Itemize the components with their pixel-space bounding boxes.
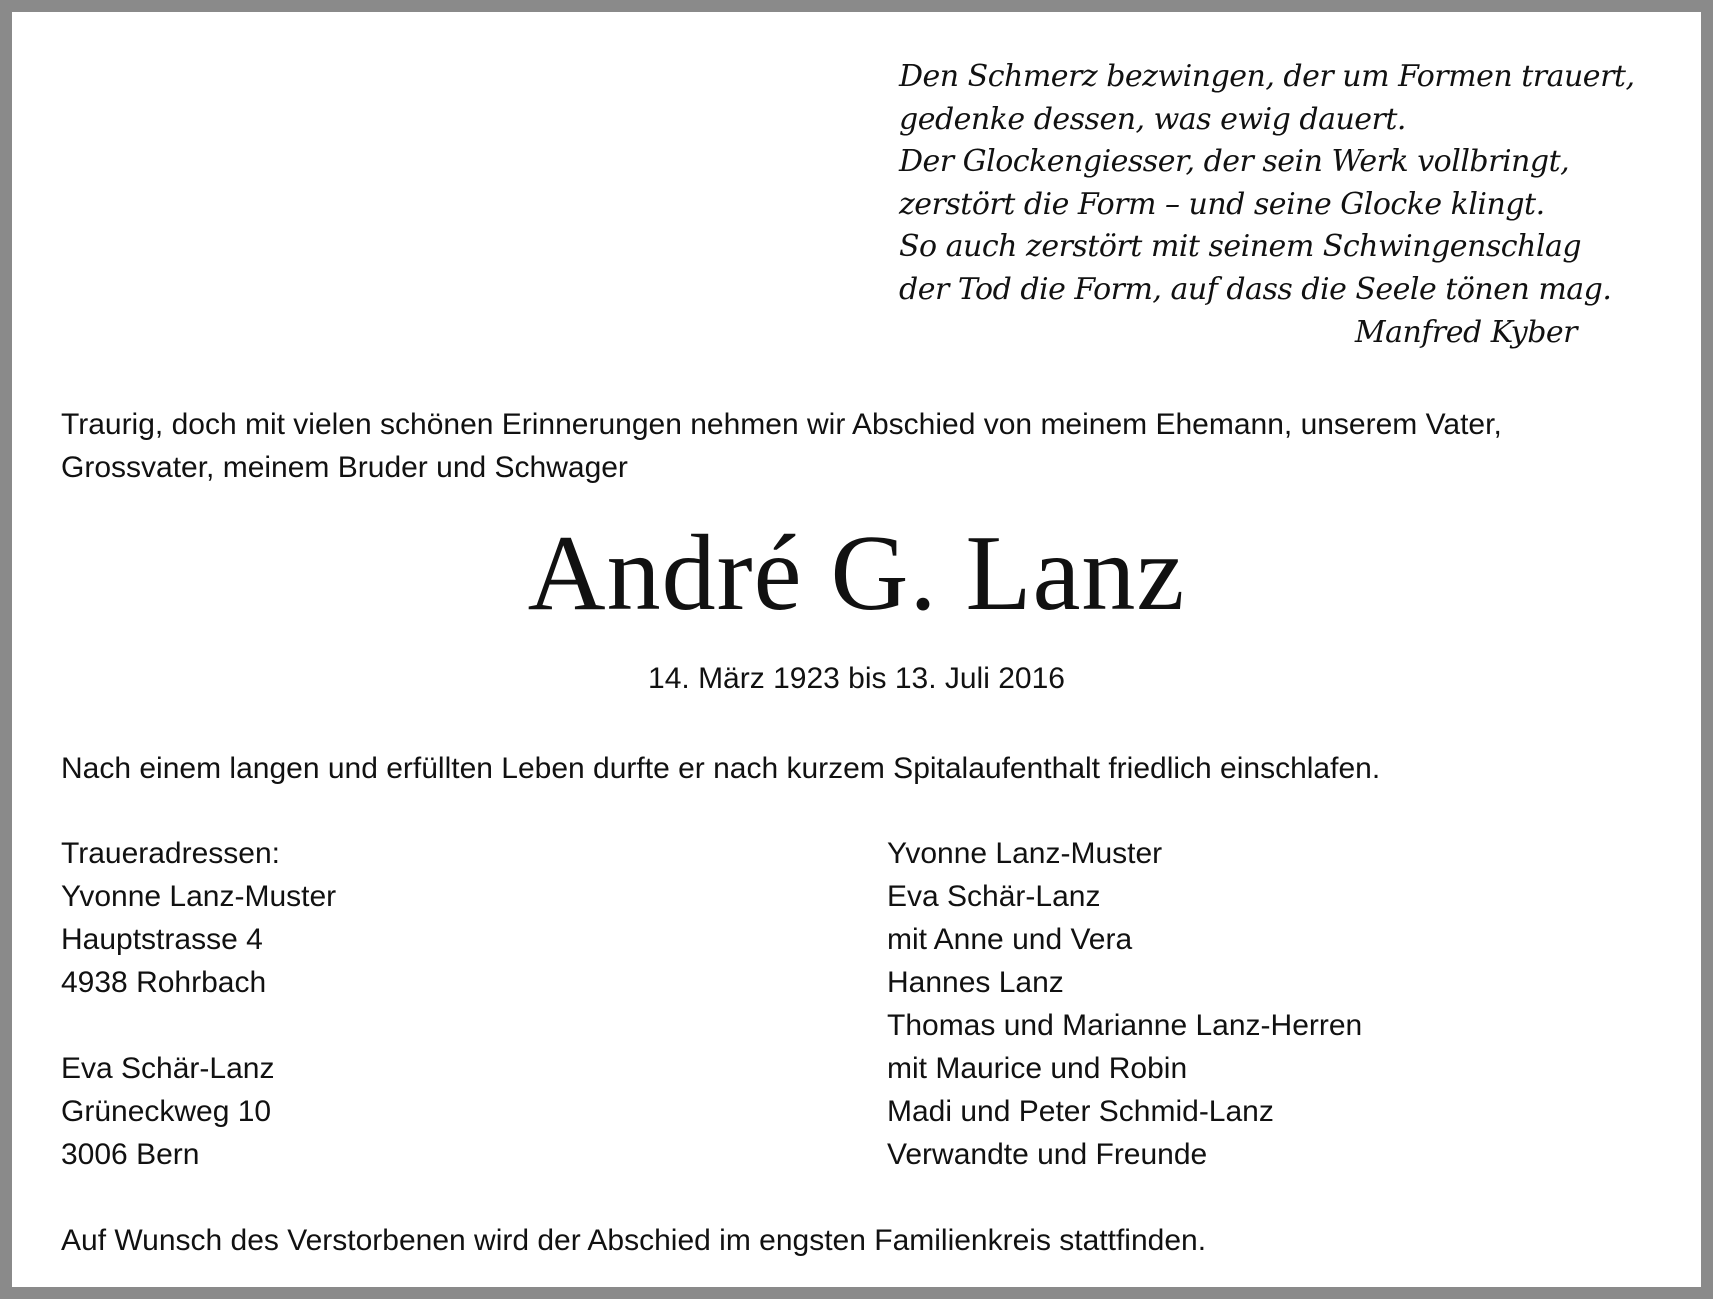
address-line: 3006 Bern — [61, 1138, 200, 1171]
mourner: mit Maurice und Robin — [887, 1052, 1188, 1085]
poem-author: Manfred Kyber — [1354, 315, 1577, 350]
mourner: Yvonne Lanz-Muster — [887, 837, 1163, 870]
poem-line: Den Schmerz bezwingen, der um Formen trauert, — [899, 59, 1635, 94]
mourners-list — [887, 832, 1362, 1176]
mourner: Hannes Lanz — [887, 966, 1064, 999]
life-statement: Nach einem langen und erfüllten Leben durfte er nach kurzem Spitalaufenthalt friedlich einschlafen. — [61, 752, 1381, 785]
intro-line: Grossvater, meinem Bruder und Schwager — [61, 451, 628, 484]
address-line: Hauptstrasse 4 — [61, 923, 263, 956]
mourner: Eva Schär-Lanz — [887, 880, 1101, 913]
address-line: Grüneckweg 10 — [61, 1095, 272, 1128]
address-spacer — [61, 1004, 336, 1047]
life-dates: 14. März 1923 bis 13. Juli 2016 — [648, 662, 1065, 695]
deceased-name: André G. Lanz — [527, 514, 1186, 633]
poem — [899, 56, 1635, 311]
address-line: Yvonne Lanz-Muster — [61, 880, 337, 913]
mourner: Madi und Peter Schmid-Lanz — [887, 1095, 1274, 1128]
poem-line: Der Glockengiesser, der sein Werk vollbringt, — [899, 144, 1570, 179]
mourner: Thomas und Marianne Lanz-Herren — [887, 1009, 1363, 1042]
mourning-addresses — [61, 832, 336, 1176]
intro-line: Traurig, doch mit vielen schönen Erinnerungen nehmen wir Abschied von meinem Ehemann, unserem Vater, — [61, 408, 1502, 441]
address-line: Eva Schär-Lanz — [61, 1052, 275, 1085]
poem-line: zerstört die Form – und seine Glocke klingt. — [899, 186, 1545, 222]
mourner: Verwandte und Freunde — [887, 1138, 1208, 1171]
intro-text — [61, 403, 1681, 489]
poem-line: gedenke dessen, was ewig dauert. — [899, 101, 1406, 137]
poem-line: So auch zerstört mit seinem Schwingenschlag — [899, 229, 1582, 264]
mourner: mit Anne und Vera — [887, 923, 1133, 956]
obituary-notice — [12, 12, 1701, 1287]
addresses-heading: Traueradressen: — [61, 837, 280, 870]
address-line: 4938 Rohrbach — [61, 966, 267, 999]
closing-note: Auf Wunsch des Verstorbenen wird der Abschied im engsten Familienkreis stattfinden. — [61, 1224, 1207, 1257]
poem-line: der Tod die Form, auf dass die Seele tönen mag. — [899, 271, 1612, 307]
